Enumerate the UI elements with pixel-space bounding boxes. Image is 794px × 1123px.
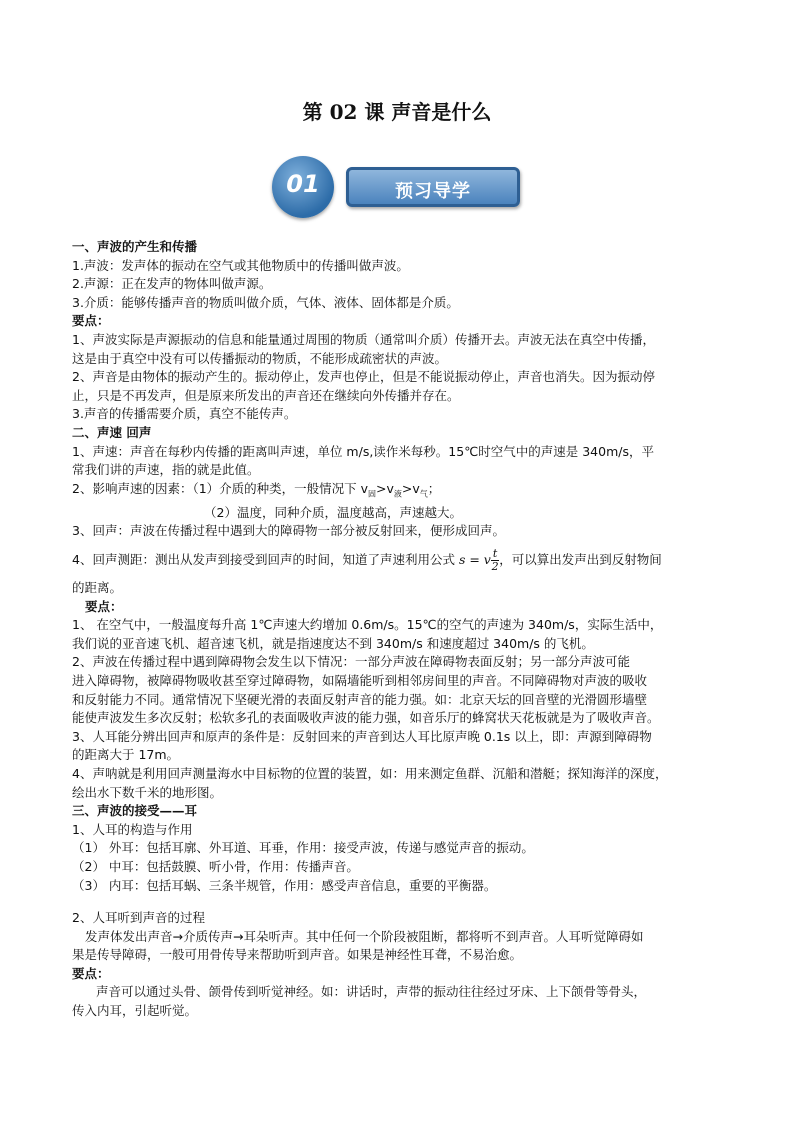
text-line: （2） 中耳：包括鼓膜、听小骨，作用：传播声音。: [72, 858, 359, 874]
text-line: 声音可以通过头骨、颌骨传到听觉神经。如：讲话时，声带的振动往往经过牙床、上下颌骨等骨头，: [96, 984, 647, 1000]
subscript: 液: [393, 489, 402, 499]
text-line: 这是由于真空中没有可以传播振动的物质，不能形成疏密状的声波。: [72, 350, 448, 366]
text-line: 1、人耳的构造与作用: [72, 821, 193, 837]
text-line: 3.声音的传播需要介质，真空不能传声。: [72, 406, 297, 422]
text-span: 4、回声测距：测出从发声到接受到回声的时间，知道了声速利用公式: [72, 552, 455, 567]
text-line: 1、 在空气中，一般温度每升高 1℃声速大约增加 0.6m/s。15℃的空气的声速为 340m/s，实际生活中，: [72, 617, 663, 633]
subscript: 气: [419, 489, 428, 499]
text-span: ，可以算出发声出到反射物间: [499, 552, 662, 567]
text-line: 3、回声：声波在传播过程中遇到大的障碍物一部分被反射回来，便形成回声。: [72, 523, 505, 539]
section-banner: [272, 156, 524, 220]
text-line: 2、声音是由物体的振动产生的。振动停止，发声也停止，但是不能说振动停止，声音也消失。因为振动停: [72, 369, 655, 385]
text-line: 我们说的亚音速飞机、超音速飞机，就是指速度达不到 340m/s 和速度超过 340m/s 的飞机。: [72, 635, 594, 651]
text-line: （3） 内耳：包括耳蜗、三条半规管，作用：感受声音信息，重要的平衡器。: [72, 877, 497, 893]
page-title: 第 02 课 声音是什么: [302, 100, 492, 124]
section-label: 预习导学: [395, 181, 471, 202]
text-span: 2、影响声速的因素：（1）介质的种类，一般情况下 v: [72, 480, 369, 496]
text-line: 的距离。: [72, 580, 123, 595]
key-points-label: 要点：: [85, 598, 123, 614]
fraction-denominator: 2: [491, 560, 499, 573]
text-line: 传入内耳，引起听觉。: [72, 1003, 198, 1019]
text-span: >v: [401, 480, 420, 496]
text-line: 止，只是不再发声，但是原来所发出的声音还在继续向外传播并存在。: [72, 387, 460, 403]
text-span: >v: [376, 480, 394, 496]
text-line: （1） 外耳：包括耳廓、外耳道、耳垂，作用：接受声波，传递与感觉声音的振动。: [72, 840, 534, 856]
text-line: 常我们讲的声速，指的就是此值。: [72, 462, 260, 478]
text-line: 1.声波：发声体的振动在空气或其他物质中的传播叫做声波。: [72, 257, 409, 273]
text-line: 1、声波实际是声源振动的信息和能量通过周围的物质（通常叫介质）传播开去。声波无法在真空中传播，: [72, 331, 655, 347]
text-line: 4、声呐就是利用回声测量海水中目标物的位置的装置，如：用来测定鱼群、沉船和潜艇；探知海洋的深度，: [72, 765, 668, 781]
section-number-badge: [272, 156, 334, 218]
text-line: 2、声波在传播过程中遇到障碍物会发生以下情况：一部分声波在障碍物表面反射；另一部分声波可能: [72, 654, 630, 670]
subscript: 固: [368, 489, 377, 499]
text-line: 绘出水下数千米的地形图。: [72, 784, 223, 800]
key-points-label: 要点：: [72, 965, 110, 981]
text-line: 1、声速：声音在每秒内传播的距离叫声速，单位 m/s,读作米每秒。15℃时空气中的声速是 340m/s，平: [72, 443, 654, 459]
text-line: 2、人耳听到声音的过程: [72, 910, 205, 926]
text-line: [72, 480, 728, 504]
section-heading: 三、声波的接受——耳: [72, 803, 198, 819]
section-heading: 一、声波的产生和传播: [72, 239, 198, 254]
fraction-numerator: t: [492, 547, 498, 560]
text-line: 和反射能力不同。通常情况下坚硬光滑的表面反射声音的能力强。如：北京天坛的回音壁的光滑圆形墙壁: [72, 691, 648, 707]
text-line: 的距离大于 17m。: [72, 747, 180, 763]
text-line: 进入障碍物，被障碍物吸收甚至穿过障碍物，如隔墙能听到相邻房间里的声音。不同障碍物对声波的吸收: [72, 672, 648, 688]
text-line: 发声体发出声音→介质传声→耳朵听声。其中任何一个阶段被阻断，都将听不到声音。人耳听觉障碍如: [85, 928, 644, 944]
section-heading: 二、声速 回声: [72, 424, 152, 440]
text-line: 2.声源：正在发声的物体叫做声源。: [72, 276, 272, 292]
spacer: [72, 895, 728, 909]
section-number: 01: [286, 170, 320, 198]
text-line: 果是传导障碍，一般可用骨传导来帮助听到声音。如果是神经性耳聋，不易治愈。: [72, 947, 523, 963]
text-line: （2）温度，同种介质，温度越高，声速越大。: [204, 504, 462, 520]
document-body: [72, 238, 728, 1021]
text-line: [72, 541, 728, 579]
text-line: 3.介质：能够传播声音的物质叫做介质，气体、液体、固体都是介质。: [72, 294, 459, 310]
text-line: 能使声波发生多次反射；松软多孔的表面吸收声波的能力强，如音乐厅的蜂窝状天花板就是为了吸收声音。: [72, 710, 660, 726]
text-line: 3、人耳能分辨出回声和原声的条件是：反射回来的声音到达人耳比原声晚 0.1s 以上，即：声源到障碍物: [72, 728, 652, 744]
text-span: ；: [427, 480, 441, 496]
section-label-box: [346, 167, 520, 207]
formula-lhs: s = v: [458, 552, 491, 567]
key-points-label: 要点：: [72, 313, 110, 329]
